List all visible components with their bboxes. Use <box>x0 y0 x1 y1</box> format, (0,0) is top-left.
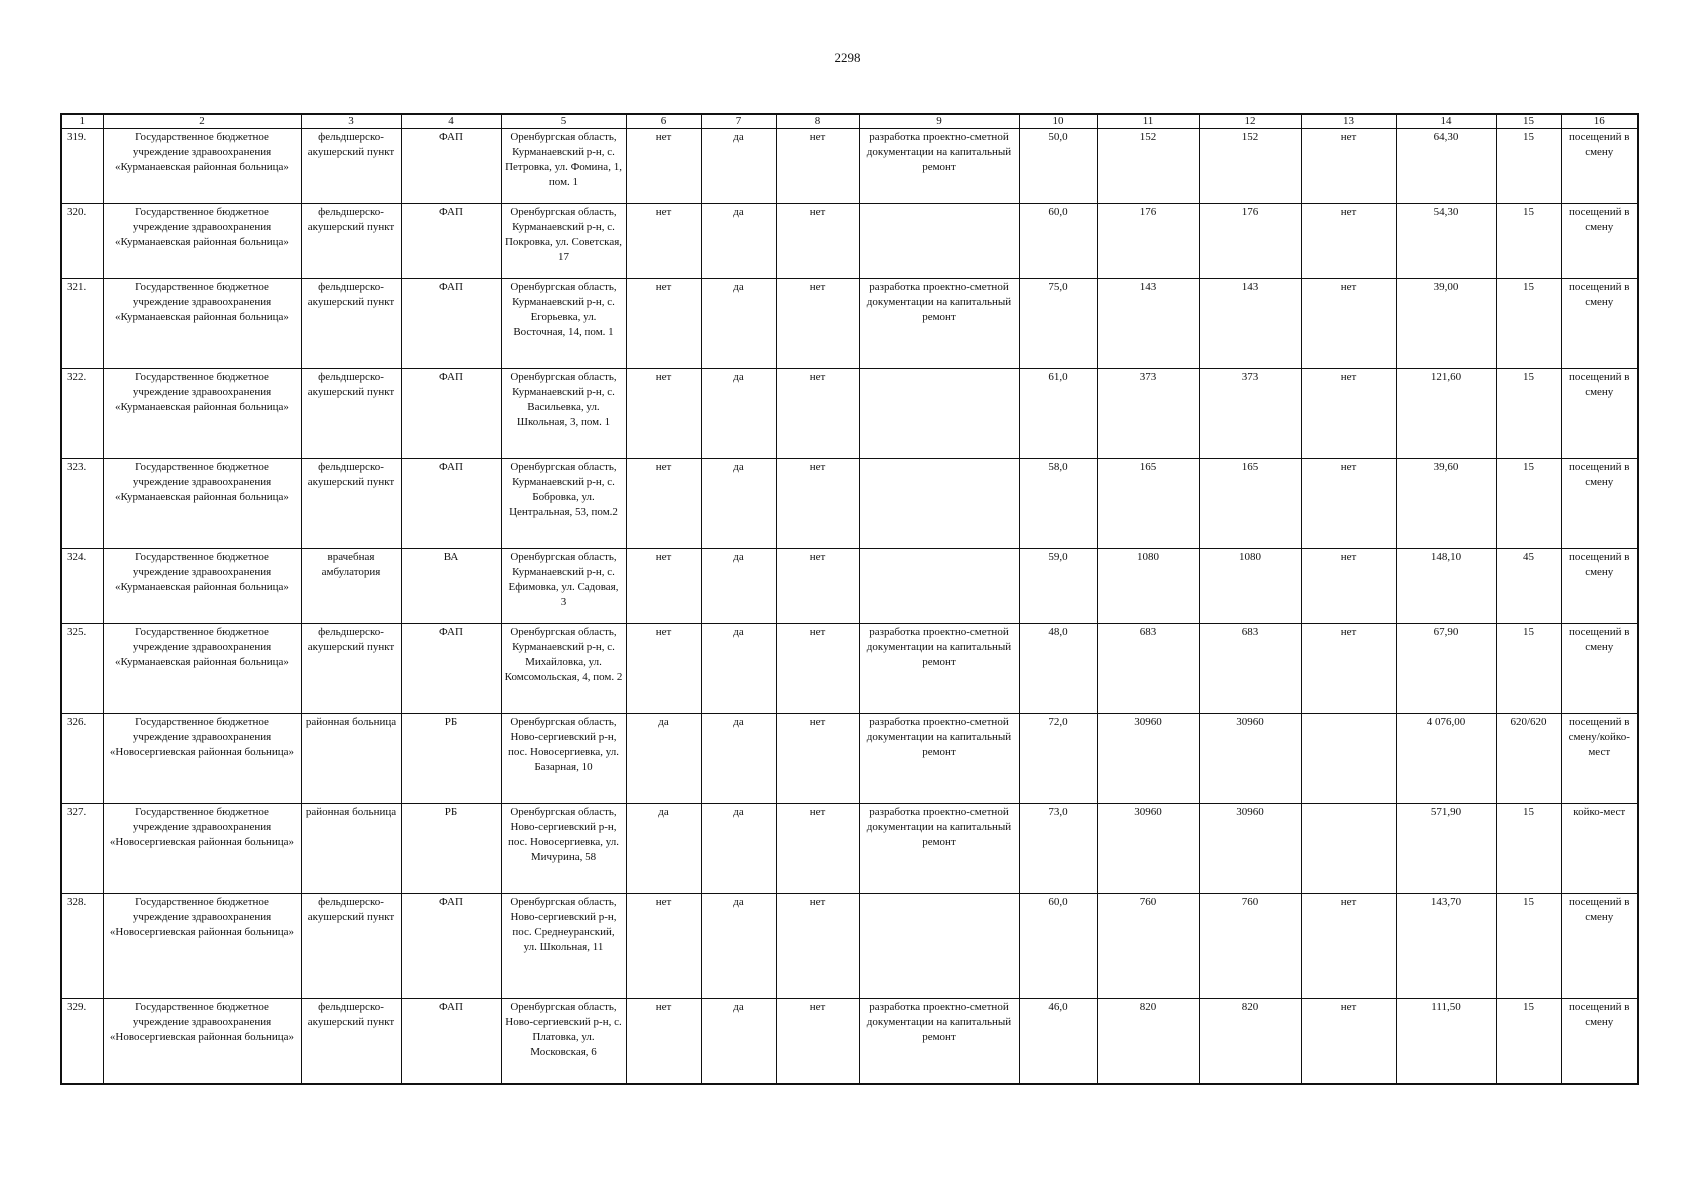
table-cell: фельдшерско-акушерский пункт <box>301 459 401 549</box>
table-cell: разработка проектно-сметной документации на капитальный ремонт <box>859 129 1019 204</box>
table-cell: да <box>701 549 776 624</box>
table-cell: нет <box>626 549 701 624</box>
table-cell: да <box>701 714 776 804</box>
facility-registry-table <box>60 113 1639 1085</box>
table-cell: 322. <box>61 369 103 459</box>
column-header: 6 <box>626 114 701 129</box>
table-cell: Государственное бюджетное учреждение здравоохранения «Курманаевская районная больница» <box>103 204 301 279</box>
column-header: 1 <box>61 114 103 129</box>
table-cell: нет <box>626 894 701 999</box>
table-cell: Оренбургская область, Курманаевский р-н, с. Васильевка, ул. Школьная, 3, пом. 1 <box>501 369 626 459</box>
table-cell: Оренбургская область, Курманаевский р-н, с. Егорьевка, ул. Восточная, 14, пом. 1 <box>501 279 626 369</box>
table-cell: нет <box>776 624 859 714</box>
table-cell: 373 <box>1199 369 1301 459</box>
table-cell: Оренбургская область, Ново-сергиевский р-н, пос. Среднеуранский, ул. Школьная, 11 <box>501 894 626 999</box>
table-cell: 683 <box>1199 624 1301 714</box>
table-cell: фельдшерско-акушерский пункт <box>301 624 401 714</box>
table-cell: нет <box>626 129 701 204</box>
table-cell: 75,0 <box>1019 279 1097 369</box>
table-cell: 39,00 <box>1396 279 1496 369</box>
table-row <box>61 549 1638 624</box>
table-cell: 143 <box>1097 279 1199 369</box>
column-header: 10 <box>1019 114 1097 129</box>
table-cell: 176 <box>1097 204 1199 279</box>
table-cell: Государственное бюджетное учреждение здравоохранения «Курманаевская районная больница» <box>103 129 301 204</box>
table-cell: нет <box>1301 204 1396 279</box>
table-row <box>61 804 1638 894</box>
table-cell: посещений в смену <box>1561 999 1638 1084</box>
table-cell: нет <box>1301 459 1396 549</box>
table-cell: нет <box>626 459 701 549</box>
column-header: 13 <box>1301 114 1396 129</box>
table-cell: ВА <box>401 549 501 624</box>
table-cell: посещений в смену <box>1561 129 1638 204</box>
table-row <box>61 894 1638 999</box>
table-cell: разработка проектно-сметной документации на капитальный ремонт <box>859 804 1019 894</box>
table-cell: Оренбургская область, Курманаевский р-н, с. Покровка, ул. Советская, 17 <box>501 204 626 279</box>
table-cell: нет <box>776 459 859 549</box>
table-cell: разработка проектно-сметной документации на капитальный ремонт <box>859 999 1019 1084</box>
column-header: 5 <box>501 114 626 129</box>
table-cell: 60,0 <box>1019 894 1097 999</box>
table-cell: 61,0 <box>1019 369 1097 459</box>
table-cell: да <box>701 369 776 459</box>
column-header: 12 <box>1199 114 1301 129</box>
table-cell: 60,0 <box>1019 204 1097 279</box>
table-cell: Государственное бюджетное учреждение здравоохранения «Новосергиевская районная больница» <box>103 714 301 804</box>
table-cell: Государственное бюджетное учреждение здравоохранения «Курманаевская районная больница» <box>103 279 301 369</box>
column-header: 3 <box>301 114 401 129</box>
table-cell: Оренбургская область, Ново-сергиевский р-н, с. Платовка, ул. Московская, 6 <box>501 999 626 1084</box>
table-cell: нет <box>626 624 701 714</box>
table-cell: фельдшерско-акушерский пункт <box>301 999 401 1084</box>
table-row <box>61 369 1638 459</box>
table-cell: 67,90 <box>1396 624 1496 714</box>
table-cell: ФАП <box>401 204 501 279</box>
table-cell: 15 <box>1496 894 1561 999</box>
table-cell: 121,60 <box>1396 369 1496 459</box>
table-cell: да <box>701 804 776 894</box>
table-cell: нет <box>776 279 859 369</box>
table-cell: нет <box>626 279 701 369</box>
table-cell: РБ <box>401 804 501 894</box>
table-cell: разработка проектно-сметной документации на капитальный ремонт <box>859 714 1019 804</box>
table-cell: 4 076,00 <box>1396 714 1496 804</box>
table-cell: посещений в смену <box>1561 624 1638 714</box>
table-cell: фельдшерско-акушерский пункт <box>301 204 401 279</box>
table-cell: 373 <box>1097 369 1199 459</box>
table-cell: 325. <box>61 624 103 714</box>
table-cell: нет <box>776 804 859 894</box>
table-cell: да <box>701 894 776 999</box>
table-cell: нет <box>776 999 859 1084</box>
table-cell <box>859 549 1019 624</box>
column-header: 4 <box>401 114 501 129</box>
table-cell <box>859 894 1019 999</box>
table-cell: нет <box>626 999 701 1084</box>
table-cell: ФАП <box>401 894 501 999</box>
table-cell: 15 <box>1496 369 1561 459</box>
table-cell: нет <box>1301 549 1396 624</box>
table-cell: Государственное бюджетное учреждение здравоохранения «Курманаевская районная больница» <box>103 459 301 549</box>
table-cell: Государственное бюджетное учреждение здравоохранения «Курманаевская районная больница» <box>103 369 301 459</box>
table-cell: Оренбургская область, Курманаевский р-н, с. Ефимовка, ул. Садовая, 3 <box>501 549 626 624</box>
table-cell: районная больница <box>301 714 401 804</box>
table-cell: посещений в смену <box>1561 204 1638 279</box>
table-cell: 15 <box>1496 459 1561 549</box>
table-cell: 15 <box>1496 204 1561 279</box>
table-row <box>61 999 1638 1084</box>
header-row <box>61 114 1638 129</box>
table-cell <box>859 369 1019 459</box>
table-cell <box>859 204 1019 279</box>
table-cell: 760 <box>1199 894 1301 999</box>
table-cell: 143,70 <box>1396 894 1496 999</box>
table-cell: да <box>701 129 776 204</box>
table-cell: Оренбургская область, Курманаевский р-н, с. Бобровка, ул. Центральная, 53, пом.2 <box>501 459 626 549</box>
table-cell <box>859 459 1019 549</box>
table-cell: 152 <box>1199 129 1301 204</box>
table-cell: да <box>701 204 776 279</box>
table-row <box>61 459 1638 549</box>
table-cell: ФАП <box>401 129 501 204</box>
table-cell: 820 <box>1199 999 1301 1084</box>
table-cell: 321. <box>61 279 103 369</box>
table-cell: 176 <box>1199 204 1301 279</box>
table-cell: 1080 <box>1199 549 1301 624</box>
table-cell: посещений в смену <box>1561 279 1638 369</box>
table-cell: 15 <box>1496 279 1561 369</box>
table-cell: 30960 <box>1097 804 1199 894</box>
table-cell: Государственное бюджетное учреждение здравоохранения «Новосергиевская районная больница» <box>103 894 301 999</box>
table-body <box>61 129 1638 1084</box>
table-cell: Оренбургская область, Ново-сергиевский р-н, пос. Новосергиевка, ул. Базарная, 10 <box>501 714 626 804</box>
table-header <box>61 114 1638 129</box>
table-cell: да <box>626 804 701 894</box>
table-cell: 64,30 <box>1396 129 1496 204</box>
table-cell: 72,0 <box>1019 714 1097 804</box>
table-cell: 165 <box>1199 459 1301 549</box>
table-cell: 73,0 <box>1019 804 1097 894</box>
table-cell: 39,60 <box>1396 459 1496 549</box>
table-cell: Государственное бюджетное учреждение здравоохранения «Новосергиевская районная больница» <box>103 999 301 1084</box>
table-cell: ФАП <box>401 459 501 549</box>
table-cell: Оренбургская область, Ново-сергиевский р-н, пос. Новосергиевка, ул. Мичурина, 58 <box>501 804 626 894</box>
table-cell: фельдшерско-акушерский пункт <box>301 894 401 999</box>
table-cell: фельдшерско-акушерский пункт <box>301 369 401 459</box>
column-header: 8 <box>776 114 859 129</box>
table-cell: 30960 <box>1199 714 1301 804</box>
table-cell: Оренбургская область, Курманаевский р-н, с. Петровка, ул. Фомина, 1, пом. 1 <box>501 129 626 204</box>
table-cell: 1080 <box>1097 549 1199 624</box>
table-cell: ФАП <box>401 279 501 369</box>
table-cell: 30960 <box>1199 804 1301 894</box>
table-cell: 15 <box>1496 804 1561 894</box>
table-cell: 148,10 <box>1396 549 1496 624</box>
table-cell: койко-мест <box>1561 804 1638 894</box>
table-cell: нет <box>1301 894 1396 999</box>
table-cell: нет <box>1301 279 1396 369</box>
table-cell: Оренбургская область, Курманаевский р-н, с. Михайловка, ул. Комсомольская, 4, пом. 2 <box>501 624 626 714</box>
table-cell: да <box>701 459 776 549</box>
table-cell: да <box>701 999 776 1084</box>
table-cell: нет <box>776 369 859 459</box>
table-cell: 54,30 <box>1396 204 1496 279</box>
column-header: 14 <box>1396 114 1496 129</box>
table-cell: разработка проектно-сметной документации на капитальный ремонт <box>859 624 1019 714</box>
table-cell: 48,0 <box>1019 624 1097 714</box>
table-cell: 620/620 <box>1496 714 1561 804</box>
table-cell: нет <box>1301 624 1396 714</box>
table-cell: разработка проектно-сметной документации на капитальный ремонт <box>859 279 1019 369</box>
table-cell: 820 <box>1097 999 1199 1084</box>
table-cell: Государственное бюджетное учреждение здравоохранения «Курманаевская районная больница» <box>103 624 301 714</box>
table-cell: 111,50 <box>1396 999 1496 1084</box>
column-header: 11 <box>1097 114 1199 129</box>
table-cell: да <box>701 624 776 714</box>
table-cell: ФАП <box>401 999 501 1084</box>
table-cell: 320. <box>61 204 103 279</box>
table-cell: 45 <box>1496 549 1561 624</box>
table-cell: 326. <box>61 714 103 804</box>
column-header: 2 <box>103 114 301 129</box>
table-cell: 59,0 <box>1019 549 1097 624</box>
table-cell: 143 <box>1199 279 1301 369</box>
table-cell: 152 <box>1097 129 1199 204</box>
table-cell: да <box>701 279 776 369</box>
table-cell: 15 <box>1496 624 1561 714</box>
table-cell <box>1301 804 1396 894</box>
table-cell: посещений в смену <box>1561 459 1638 549</box>
table-cell: нет <box>776 129 859 204</box>
table-cell: 760 <box>1097 894 1199 999</box>
table-cell: Государственное бюджетное учреждение здравоохранения «Новосергиевская районная больница» <box>103 804 301 894</box>
table-row <box>61 624 1638 714</box>
table-cell: нет <box>1301 999 1396 1084</box>
table-cell: врачебная амбулатория <box>301 549 401 624</box>
table-cell: да <box>626 714 701 804</box>
table-cell: 58,0 <box>1019 459 1097 549</box>
table-cell: 50,0 <box>1019 129 1097 204</box>
table-cell: нет <box>1301 369 1396 459</box>
table-cell: 323. <box>61 459 103 549</box>
table-cell: районная больница <box>301 804 401 894</box>
table-row <box>61 279 1638 369</box>
table-cell: ФАП <box>401 369 501 459</box>
page-number: 2298 <box>834 50 861 65</box>
table-cell: 683 <box>1097 624 1199 714</box>
column-header: 16 <box>1561 114 1638 129</box>
table-cell: 327. <box>61 804 103 894</box>
table-row <box>61 204 1638 279</box>
table-cell: нет <box>776 204 859 279</box>
table-cell: РБ <box>401 714 501 804</box>
table-cell: 30960 <box>1097 714 1199 804</box>
table-cell: нет <box>626 369 701 459</box>
column-header: 7 <box>701 114 776 129</box>
table-cell: 15 <box>1496 129 1561 204</box>
table-cell: посещений в смену <box>1561 894 1638 999</box>
column-header: 15 <box>1496 114 1561 129</box>
table-cell: 165 <box>1097 459 1199 549</box>
table-cell <box>1301 714 1396 804</box>
table-cell: нет <box>626 204 701 279</box>
table-cell: посещений в смену <box>1561 369 1638 459</box>
table-row <box>61 714 1638 804</box>
table-cell: 324. <box>61 549 103 624</box>
table-cell: 571,90 <box>1396 804 1496 894</box>
table-cell: Государственное бюджетное учреждение здравоохранения «Курманаевская районная больница» <box>103 549 301 624</box>
table-cell: посещений в смену/койко-мест <box>1561 714 1638 804</box>
table-cell: фельдшерско-акушерский пункт <box>301 129 401 204</box>
table-cell: фельдшерско-акушерский пункт <box>301 279 401 369</box>
table-row <box>61 129 1638 204</box>
table-cell: посещений в смену <box>1561 549 1638 624</box>
table-cell: нет <box>776 549 859 624</box>
column-header: 9 <box>859 114 1019 129</box>
table-cell: 46,0 <box>1019 999 1097 1084</box>
table-cell: 319. <box>61 129 103 204</box>
table-cell: нет <box>1301 129 1396 204</box>
table-cell: 328. <box>61 894 103 999</box>
table-cell: 15 <box>1496 999 1561 1084</box>
table-cell: нет <box>776 714 859 804</box>
table-cell: ФАП <box>401 624 501 714</box>
table-cell: 329. <box>61 999 103 1084</box>
table-cell: нет <box>776 894 859 999</box>
